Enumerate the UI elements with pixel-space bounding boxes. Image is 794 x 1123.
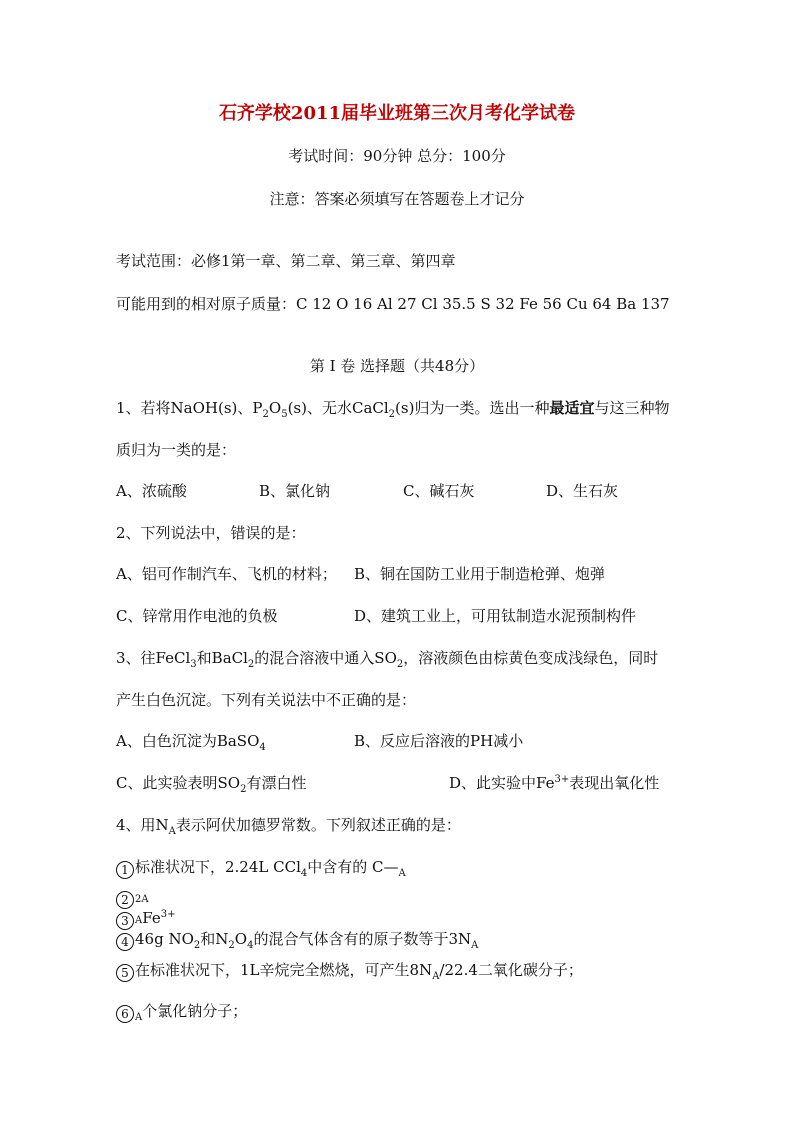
circled-number-1: 1	[116, 861, 134, 879]
exam-time-info: 考试时间：90分钟 总分：100分	[288, 147, 506, 165]
section-title: 第 I 卷 选择题（共48分）	[309, 357, 485, 375]
notice: 注意：答案必须填写在答题卷上才记分	[269, 190, 525, 208]
page-title: 石齐学校2011届毕业班第三次月考化学试卷	[218, 103, 576, 124]
q3-option-c: C、此实验表明$SO_2$有漂白性	[116, 774, 307, 795]
q4-item-5: 5 在标准状况下，1L辛烷完全燃烧，可产生$8N_A/22.4$二氧化碳分子；	[116, 960, 583, 982]
q2-option-c: C、锌常用作电池的负极	[116, 607, 278, 625]
q4-item-3: 3 AFe$^{3+}$	[116, 908, 175, 931]
circled-number-5: 5	[116, 964, 134, 982]
circled-number-6: 6	[116, 1005, 134, 1023]
circled-number-4: 4	[116, 933, 134, 951]
circled-number-3: 3	[116, 912, 134, 930]
q1-stem-line2: 质归为一类的是：	[116, 441, 237, 459]
q4-item-1: 1 标准状况下，2.24L CCl$_4$中含有的 $C—_A$	[116, 857, 406, 879]
exam-scope: 考试范围：必修1第一章、第二章、第三章、第四章	[116, 252, 456, 270]
q1-stem: 1、若将NaOH(s)、$P_2O_5(s)$、无水CaCl$_2$(s)归为一类。选出一种最适宜与这三种物	[116, 399, 670, 420]
q3-option-a: A、白色沉淀为BaSO$_4$	[116, 732, 266, 753]
q4-stem: 4、用$N_A$表示阿伏加德罗常数。下列叙述正确的是：	[116, 816, 461, 837]
q1-option-c: C、碱石灰	[403, 482, 475, 500]
q3-stem-line2: 产生白色沉淀。下列有关说法中不正确的是：	[116, 691, 417, 709]
q4-item-6: 6 $_A$个氯化钠分子；	[116, 1001, 247, 1023]
q3-stem: 3、往FeCl$_3$和BaCl$_2$的混合溶液中通入$SO_2$，溶液颜色由棕黄色变成浅绿色，同时	[116, 649, 659, 670]
q2-option-b: B、铜在国防工业用于制造枪弹、炮弹	[354, 565, 606, 583]
q1-option-d: D、生石灰	[546, 482, 619, 500]
q2-stem: 2、下列说法中，错误的是：	[116, 524, 306, 542]
q4-item-2: 2 2A	[116, 887, 149, 910]
q3-option-d: D、此实验中$Fe^{3+}$表现出氧化性	[449, 774, 660, 792]
q1-option-b: B、氯化钠	[259, 482, 331, 500]
atomic-mass-info: 可能用到的相对原子质量：C 12 O 16 Al 27 Cl 35.5 S 32 Fe 56 Cu 64 Ba 137	[116, 295, 670, 313]
q1-option-a: A、浓硫酸	[116, 482, 187, 500]
q3-option-b: B、反应后溶液的PH减小	[354, 732, 524, 750]
q2-option-d: D、建筑工业上，可用钛制造水泥预制构件	[354, 607, 637, 625]
q4-item-4: 4 46g $NO_2$和$N_2O_4$的混合气体含有的原子数等于$3N_A$	[116, 929, 478, 951]
q2-option-a: A、铝可作制汽车、飞机的材料；	[116, 565, 337, 583]
circled-number-2: 2	[116, 891, 134, 909]
